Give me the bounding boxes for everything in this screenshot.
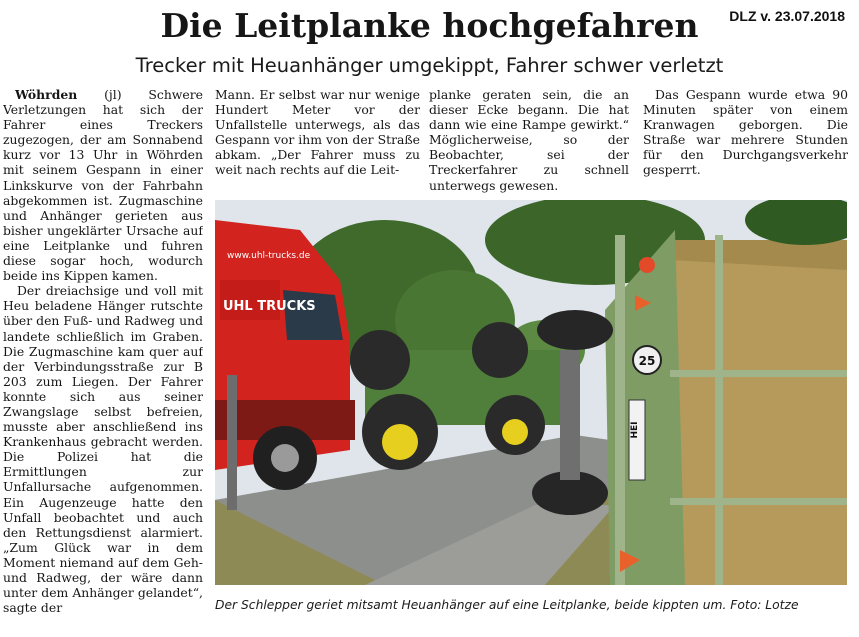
headline: Die Leitplanke hochgefahren [160,6,699,45]
dateline: Wöhrden [15,87,78,102]
truck-windshield [283,290,343,340]
trailer-rail-1 [715,235,723,585]
article-column-2 [215,87,420,197]
hay-load [670,240,847,585]
license-plate-text: HEI [630,421,640,439]
paragraph-3: Mann. Er selbst war nur wenige Hundert Meter vor der Unfallstelle unterwegs, als das Gespann vor ihm von der Straße abkam. „Der Fahrer muss zu weit nach rechts auf die Leit- [215,87,420,178]
truck-crane-leg [227,375,237,510]
article-column-3 [429,87,629,197]
photo-caption: Der Schlepper geriet mitsamt Heuanhänger auf eine Leitplanke, beide kippten um. Foto: Lotze [215,598,799,612]
trailer-axle [560,350,580,480]
tractor-wheel-rear-top [350,330,410,390]
truck-website-text: www.uhl-trucks.de [227,251,311,261]
trailer-post [615,235,625,585]
license-plate [629,400,645,480]
truck-brand-text: UHL TRUCKS [223,299,316,314]
article-column-1 [3,87,203,617]
paragraph-5: Das Gespann wurde etwa 90 Minuten später von einem Kranwagen geborgen. Die Straße war mehrere Stunden für den Durchgangsverkehr gesperrt. [643,87,848,178]
subheadline: Trecker mit Heuanhänger umgekippt, Fahrer schwer verletzt [135,54,724,77]
photo-illustration [215,200,847,585]
trailer-rail-2 [670,370,847,377]
tractor-rim-front [502,419,528,445]
paragraph-1-text: (jl) Schwere Verletzungen hat sich der Fahrer eines Treckers zugezogen, der am Sonnabend kurz vor 13 Uhr in Wöhrden mit seinem Gespann in einer Linkskurve von der Fahrbahn abgekommen ist. Zugmaschine und Anhänger gerieten aus bisher ungeklärter Ursache auf eine Leitplanke und fuhren diese sogar hoch, wodurch beide ins Kippen kamen. [3,87,203,284]
accident-photo [215,200,847,585]
trailer-wheel-top [537,310,613,350]
truck-hub [271,444,299,472]
paragraph-1 [3,87,203,283]
trailer-light [639,257,655,273]
tractor-wheel-front-top [472,322,528,378]
tractor-rim-rear [382,424,418,460]
article-column-4 [643,87,848,197]
paragraph-2: Der dreiachsige und voll mit Heu beladene Hänger rutschte über den Fuß- und Radweg und landete schließlich im Graben. Die Zugmaschine kam quer auf der Verbindungsstraße zur B 203 zum Liegen. Der Fahrer konnte sich aus seiner Zwangslage selbst befreien, musste aber anschließend ins Krankenhaus gebracht werden. Die Polizei hat die Ermittlungen zur Unfallursache aufgenommen. Ein Augenzeuge hatte den Unfall beobachtet und auch den Rettungsdienst alarmiert. „Zum Glück war in dem Moment niemand auf dem Geh- und Radweg, der wäre dann unter dem Anhänger gelandet“, sagte der [3,283,203,616]
paragraph-4: planke geraten sein, die an dieser Ecke begann. Die hat dann wie eine Rampe gewirkt.“ Möglicherweise, so der Beobachter, sei der Treckerfahrer zu schnell unterwegs gewesen. [429,87,629,193]
trailer-rail-3 [670,498,847,505]
source-date: DLZ v. 23.07.2018 [729,8,845,24]
speed-sign-number: 25 [638,354,656,368]
